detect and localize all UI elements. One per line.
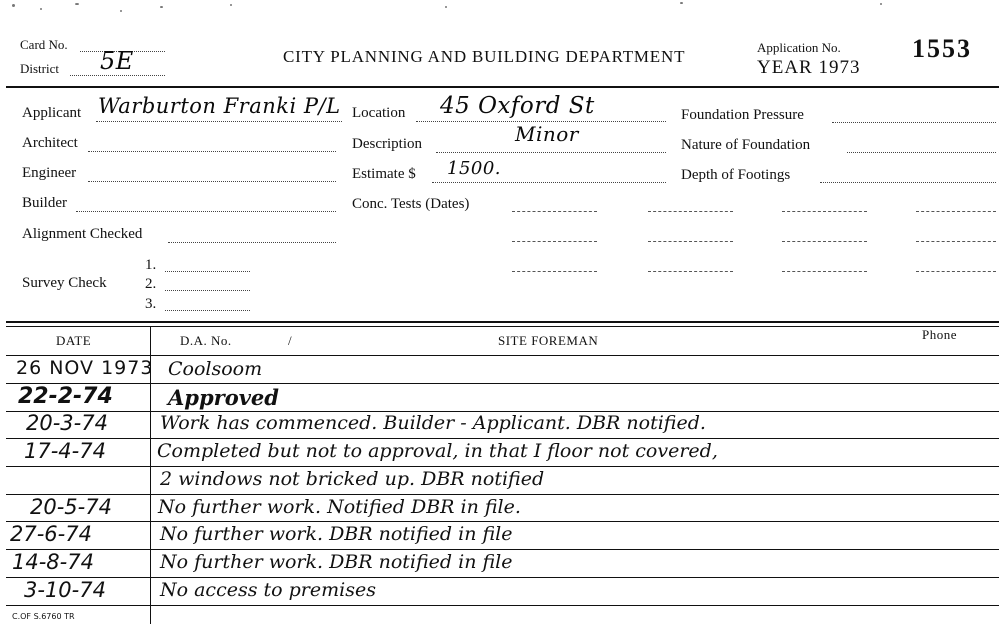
log-date: 20-5-74 bbox=[30, 495, 112, 519]
log-date: 26 NOV 1973 bbox=[16, 357, 154, 379]
conc-tests-label: Conc. Tests (Dates) bbox=[352, 196, 470, 212]
depth-footings-label: Depth of Footings bbox=[681, 167, 791, 183]
survey-item-2: 2. bbox=[145, 276, 157, 292]
description-label: Description bbox=[352, 136, 422, 152]
applicant-value: Warburton Franki P/L bbox=[98, 94, 341, 118]
application-number: 1553 bbox=[912, 34, 972, 63]
year-label: YEAR 1973 bbox=[757, 57, 861, 78]
alignment-label: Alignment Checked bbox=[22, 226, 143, 242]
log-entry: Coolsoom bbox=[168, 358, 263, 380]
district-label: District bbox=[20, 61, 59, 76]
log-entry: No further work. DBR notified in file bbox=[160, 551, 513, 573]
district-value: 5E bbox=[100, 47, 134, 75]
log-date: 20-3-74 bbox=[26, 411, 108, 435]
log-entry: No further work. DBR notified in file bbox=[160, 523, 513, 545]
phone-header: Phone bbox=[922, 327, 957, 342]
date-header: DATE bbox=[56, 333, 92, 348]
log-entry: 2 windows not bricked up. DBR notified bbox=[160, 468, 545, 490]
da-header: D.A. No. bbox=[180, 333, 232, 348]
card-label: Card No. bbox=[20, 37, 68, 52]
survey-item-3: 3. bbox=[145, 296, 157, 312]
log-entry: No further work. Notified DBR in file. bbox=[158, 496, 521, 518]
estimate-label: Estimate $ bbox=[352, 166, 416, 182]
log-entry: Approved bbox=[168, 385, 279, 410]
application-label: Application No. bbox=[757, 40, 841, 55]
location-label: Location bbox=[352, 105, 406, 121]
log-date: 3-10-74 bbox=[24, 578, 106, 602]
engineer-label: Engineer bbox=[22, 165, 77, 181]
survey-label: Survey Check bbox=[22, 275, 107, 291]
estimate-value: 1500. bbox=[447, 158, 502, 179]
log-entry: Completed but not to approval, in that I floor not covered, bbox=[157, 440, 718, 462]
log-entry: Work has commenced. Builder - Applicant. DBR notified. bbox=[160, 412, 706, 434]
log-date: 22-2-74 bbox=[18, 384, 113, 409]
foreman-header: SITE FOREMAN bbox=[498, 333, 599, 348]
log-date: 27-6-74 bbox=[10, 522, 92, 546]
log-entry: No access to premises bbox=[160, 579, 376, 601]
nature-foundation-label: Nature of Foundation bbox=[681, 137, 811, 153]
applicant-label: Applicant bbox=[22, 105, 82, 121]
log-date: 17-4-74 bbox=[24, 439, 106, 463]
foundation-pressure-label: Foundation Pressure bbox=[681, 107, 804, 123]
da-slash: / bbox=[288, 333, 293, 348]
description-value: Minor bbox=[515, 122, 579, 146]
form-code: C.OF S.6760 TR bbox=[12, 612, 75, 621]
survey-item-1: 1. bbox=[145, 257, 157, 273]
department-title: CITY PLANNING AND BUILDING DEPARTMENT bbox=[283, 47, 686, 66]
location-value: 45 Oxford St bbox=[440, 93, 595, 119]
log-date: 14-8-74 bbox=[12, 550, 94, 574]
architect-label: Architect bbox=[22, 135, 78, 151]
builder-label: Builder bbox=[22, 195, 67, 211]
